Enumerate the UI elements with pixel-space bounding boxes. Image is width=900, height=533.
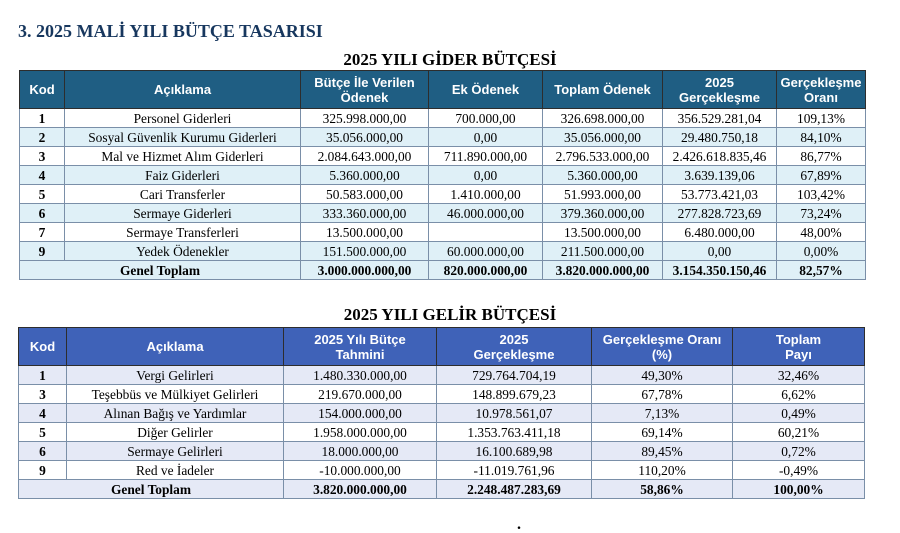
gider-gercek-cell: 6.480.000,00 <box>663 223 777 242</box>
gelir-header-tahmin-line2: Tahmini <box>335 346 385 362</box>
gelir-pay-cell: 6,62% <box>733 385 865 404</box>
gider-oran-cell: 48,00% <box>777 223 866 242</box>
gider-header-ek: Ek Ödenek <box>429 71 543 109</box>
gelir-gercek-cell: 1.353.763.411,18 <box>437 423 592 442</box>
gider-oran-cell: 0,00% <box>777 242 866 261</box>
gelir-tahmin-cell: 219.670.000,00 <box>284 385 437 404</box>
gelir-oran-cell: 110,20% <box>592 461 733 480</box>
gider-butce-cell: 35.056.000,00 <box>301 128 429 147</box>
gider-header-oran-line2: Oranı <box>804 89 838 105</box>
gider-gercek-cell: 356.529.281,04 <box>663 109 777 128</box>
table-row <box>20 147 866 166</box>
gider-header-butce <box>301 71 429 109</box>
gelir-gercek-cell: 16.100.689,98 <box>437 442 592 461</box>
gelir-header-pay <box>733 328 865 366</box>
gider-aciklama-cell: Personel Giderleri <box>65 109 301 128</box>
gider-ek-cell: 700.000,00 <box>429 109 543 128</box>
gider-total-toplam: 3.820.000.000,00 <box>543 261 663 280</box>
gider-header-oran <box>777 71 866 109</box>
gelir-header-pay-line1: Toplam <box>775 331 822 347</box>
gelir-aciklama-cell: Alınan Bağış ve Yardımlar <box>67 404 284 423</box>
table-row <box>19 423 865 442</box>
gider-aciklama-cell: Sermaye Giderleri <box>65 204 301 223</box>
gelir-aciklama-cell: Vergi Gelirleri <box>67 366 284 385</box>
gider-toplam-cell: 35.056.000,00 <box>543 128 663 147</box>
gider-gercek-cell: 29.480.750,18 <box>663 128 777 147</box>
gelir-kod-cell: 5 <box>19 423 67 442</box>
gider-total-label: Genel Toplam <box>20 261 301 280</box>
gider-gercek-cell: 3.639.139,06 <box>663 166 777 185</box>
gider-butce-cell: 333.360.000,00 <box>301 204 429 223</box>
gider-kod-cell: 9 <box>20 242 65 261</box>
gider-header-oran-line1: Gerçekleşme <box>780 74 862 90</box>
gelir-pay-cell: -0,49% <box>733 461 865 480</box>
gelir-total-oran: 58,86% <box>592 480 733 499</box>
gider-butce-cell: 325.998.000,00 <box>301 109 429 128</box>
table-row <box>20 109 866 128</box>
gider-toplam-cell: 13.500.000,00 <box>543 223 663 242</box>
gider-aciklama-cell: Faiz Giderleri <box>65 166 301 185</box>
gider-total-oran: 82,57% <box>777 261 866 280</box>
gelir-header-oran-line1: Gerçekleşme Oranı <box>602 331 722 347</box>
gider-total-gercek: 3.154.350.150,46 <box>663 261 777 280</box>
gider-header-gercek-line2: Gerçekleşme <box>679 89 760 105</box>
gider-ek-cell: 0,00 <box>429 166 543 185</box>
gelir-tahmin-cell: -10.000.000,00 <box>284 461 437 480</box>
gelir-header-kod: Kod <box>19 328 67 366</box>
gelir-pay-cell: 60,21% <box>733 423 865 442</box>
gelir-kod-cell: 6 <box>19 442 67 461</box>
gider-ek-cell: 711.890.000,00 <box>429 147 543 166</box>
gelir-budget-table <box>18 327 865 499</box>
gelir-header-aciklama: Açıklama <box>67 328 284 366</box>
section-title: 3. 2025 MALİ YILI BÜTÇE TASARISI <box>18 21 323 41</box>
gider-header-butce-line2: Ödenek <box>340 89 389 105</box>
table-row <box>19 461 865 480</box>
gelir-kod-cell: 9 <box>19 461 67 480</box>
gider-gercek-cell: 277.828.723,69 <box>663 204 777 223</box>
gider-oran-cell: 73,24% <box>777 204 866 223</box>
gider-kod-cell: 6 <box>20 204 65 223</box>
gider-ek-cell: 1.410.000,00 <box>429 185 543 204</box>
gelir-oran-cell: 69,14% <box>592 423 733 442</box>
gider-butce-cell: 13.500.000,00 <box>301 223 429 242</box>
gider-header-gercek <box>663 71 777 109</box>
gider-toplam-cell: 51.993.000,00 <box>543 185 663 204</box>
gider-oran-cell: 86,77% <box>777 147 866 166</box>
footer-mark: . <box>517 516 521 533</box>
gelir-total-label: Genel Toplam <box>19 480 284 499</box>
table-row <box>20 166 866 185</box>
gelir-header-gercek <box>437 328 592 366</box>
gider-kod-cell: 3 <box>20 147 65 166</box>
gider-aciklama-cell: Mal ve Hizmet Alım Giderleri <box>65 147 301 166</box>
gelir-header-gercek-line2: Gerçekleşme <box>473 346 555 362</box>
gider-header-gercek-line1: 2025 <box>705 74 734 90</box>
gelir-header-tahmin <box>284 328 437 366</box>
gider-toplam-cell: 211.500.000,00 <box>543 242 663 261</box>
gider-ek-cell: 60.000.000,00 <box>429 242 543 261</box>
gider-toplam-cell: 5.360.000,00 <box>543 166 663 185</box>
table-row <box>20 204 866 223</box>
gider-oran-cell: 67,89% <box>777 166 866 185</box>
gelir-total-row <box>19 480 865 499</box>
gelir-gercek-cell: -11.019.761,96 <box>437 461 592 480</box>
gelir-gercek-cell: 148.899.679,23 <box>437 385 592 404</box>
table-row <box>19 442 865 461</box>
gider-gercek-cell: 2.426.618.835,46 <box>663 147 777 166</box>
gider-header-aciklama: Açıklama <box>65 71 301 109</box>
table-row <box>19 404 865 423</box>
gelir-header-oran-line2: (%) <box>651 346 673 362</box>
gelir-total-pay: 100,00% <box>733 480 865 499</box>
table-row <box>20 185 866 204</box>
gelir-tahmin-cell: 18.000.000,00 <box>284 442 437 461</box>
gider-aciklama-cell: Sosyal Güvenlik Kurumu Giderleri <box>65 128 301 147</box>
gider-butce-cell: 5.360.000,00 <box>301 166 429 185</box>
gelir-oran-cell: 49,30% <box>592 366 733 385</box>
gider-toplam-cell: 379.360.000,00 <box>543 204 663 223</box>
gider-ek-cell: 0,00 <box>429 128 543 147</box>
gider-oran-cell: 109,13% <box>777 109 866 128</box>
gider-total-row <box>20 261 866 280</box>
gider-oran-cell: 103,42% <box>777 185 866 204</box>
gelir-aciklama-cell: Diğer Gelirler <box>67 423 284 442</box>
gider-aciklama-cell: Yedek Ödenekler <box>65 242 301 261</box>
gelir-tahmin-cell: 1.480.330.000,00 <box>284 366 437 385</box>
gider-total-butce: 3.000.000.000,00 <box>301 261 429 280</box>
table-row <box>19 385 865 404</box>
gider-header-toplam: Toplam Ödenek <box>543 71 663 109</box>
gelir-aciklama-cell: Red ve İadeler <box>67 461 284 480</box>
gelir-total-gercek: 2.248.487.283,69 <box>437 480 592 499</box>
gider-kod-cell: 2 <box>20 128 65 147</box>
gider-kod-cell: 5 <box>20 185 65 204</box>
table-row <box>20 242 866 261</box>
gelir-header-oran <box>592 328 733 366</box>
gider-aciklama-cell: Cari Transferler <box>65 185 301 204</box>
gelir-kod-cell: 4 <box>19 404 67 423</box>
gelir-table-title: 2025 YILI GELİR BÜTÇESİ <box>343 305 557 324</box>
gelir-kod-cell: 1 <box>19 366 67 385</box>
gider-butce-cell: 2.084.643.000,00 <box>301 147 429 166</box>
gelir-oran-cell: 7,13% <box>592 404 733 423</box>
gelir-gercek-cell: 10.978.561,07 <box>437 404 592 423</box>
gider-total-ek: 820.000.000,00 <box>429 261 543 280</box>
gelir-header-row <box>19 328 865 366</box>
gider-gercek-cell: 0,00 <box>663 242 777 261</box>
gider-gercek-cell: 53.773.421,03 <box>663 185 777 204</box>
gelir-gercek-cell: 729.764.704,19 <box>437 366 592 385</box>
gelir-header-pay-line2: Payı <box>785 346 812 362</box>
gelir-aciklama-cell: Sermaye Gelirleri <box>67 442 284 461</box>
gelir-oran-cell: 67,78% <box>592 385 733 404</box>
gider-header-butce-line1: Bütçe İle Verilen <box>314 74 415 90</box>
gider-butce-cell: 50.583.000,00 <box>301 185 429 204</box>
gelir-total-tahmin: 3.820.000.000,00 <box>284 480 437 499</box>
gider-kod-cell: 7 <box>20 223 65 242</box>
table-row <box>20 223 866 242</box>
gider-ek-cell <box>429 223 543 242</box>
table-row <box>19 366 865 385</box>
gider-header-kod: Kod <box>20 71 65 109</box>
gider-butce-cell: 151.500.000,00 <box>301 242 429 261</box>
gider-kod-cell: 4 <box>20 166 65 185</box>
table-row <box>20 128 866 147</box>
gelir-pay-cell: 32,46% <box>733 366 865 385</box>
gelir-aciklama-cell: Teşebbüs ve Mülkiyet Gelirleri <box>67 385 284 404</box>
gider-table-title: 2025 YILI GİDER BÜTÇESİ <box>343 50 557 69</box>
gelir-header-tahmin-line1: 2025 Yılı Bütçe <box>314 331 406 347</box>
gelir-pay-cell: 0,72% <box>733 442 865 461</box>
gelir-kod-cell: 3 <box>19 385 67 404</box>
gelir-header-gercek-line1: 2025 <box>499 331 529 347</box>
gider-ek-cell: 46.000.000,00 <box>429 204 543 223</box>
gider-oran-cell: 84,10% <box>777 128 866 147</box>
gider-toplam-cell: 326.698.000,00 <box>543 109 663 128</box>
gider-budget-table <box>19 70 866 280</box>
gelir-oran-cell: 89,45% <box>592 442 733 461</box>
gelir-tahmin-cell: 154.000.000,00 <box>284 404 437 423</box>
gider-toplam-cell: 2.796.533.000,00 <box>543 147 663 166</box>
gider-header-row <box>20 71 866 109</box>
gider-kod-cell: 1 <box>20 109 65 128</box>
gider-aciklama-cell: Sermaye Transferleri <box>65 223 301 242</box>
gelir-pay-cell: 0,49% <box>733 404 865 423</box>
gelir-tahmin-cell: 1.958.000.000,00 <box>284 423 437 442</box>
